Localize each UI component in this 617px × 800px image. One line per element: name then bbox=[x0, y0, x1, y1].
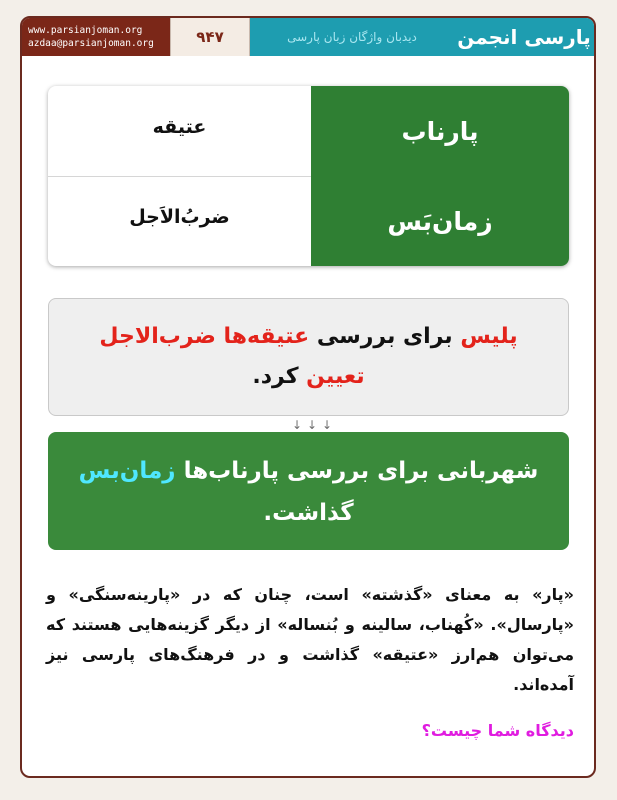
sentence-highlight: پلیس bbox=[460, 324, 518, 349]
website-link[interactable]: www.parsianjoman.org bbox=[28, 25, 143, 36]
sentence-text: برای بررسی bbox=[309, 324, 461, 349]
glossary-row bbox=[48, 86, 569, 177]
down-arrows-icon bbox=[292, 418, 332, 432]
sentence-highlight: تعیین bbox=[306, 364, 365, 389]
arrow-down-icon: ↓ bbox=[292, 418, 303, 432]
glossary-table bbox=[48, 86, 569, 266]
term-cell: پارناب bbox=[311, 86, 569, 176]
tagline: دیدبان واژگان زبان پارسی bbox=[250, 18, 454, 56]
contact-block bbox=[22, 18, 170, 56]
arrow-down-icon: ↓ bbox=[321, 418, 332, 432]
page-card bbox=[20, 16, 596, 778]
result-text: گذاشت. bbox=[263, 500, 354, 526]
header-bar bbox=[22, 18, 594, 56]
page-number: ۹۴۷ bbox=[170, 18, 250, 56]
suggested-sentence-box bbox=[48, 432, 569, 550]
original-sentence-box bbox=[48, 298, 569, 416]
result-highlight: زمان‌بس bbox=[78, 458, 176, 484]
sentence-highlight: عتیقه‌ها ضرب‌الاجل bbox=[99, 324, 310, 349]
email-link[interactable]: azdaa@parsianjoman.org bbox=[28, 38, 154, 49]
sentence-text: کرد. bbox=[252, 364, 307, 389]
result-text: شهربانی برای بررسی پارناب‌ها bbox=[175, 458, 539, 484]
question-prompt: دیدگاه شما چیست؟ bbox=[421, 721, 574, 740]
term-cell: زمان‌بَس bbox=[311, 176, 569, 266]
logo: پارسی انجمن bbox=[454, 18, 594, 56]
explanation-paragraph: «پار» به معنای «گذشته» است، چنان که در «پارینه‌سنگی» و «پارسال». «کُهناب، سالینه و بُنساله» از دیگر گزینه‌هایی هستند که می‌توان هم‌ارز «عتیقه» گذاشت و در فرهنگ‌های پارسی نیز آمده‌اند. bbox=[46, 585, 574, 694]
glossary-row bbox=[48, 176, 569, 266]
arrow-down-icon: ↓ bbox=[306, 418, 318, 432]
definition-cell: ضربُ‌الاَجل bbox=[129, 206, 230, 228]
definition-cell: عتیقه bbox=[152, 116, 207, 138]
